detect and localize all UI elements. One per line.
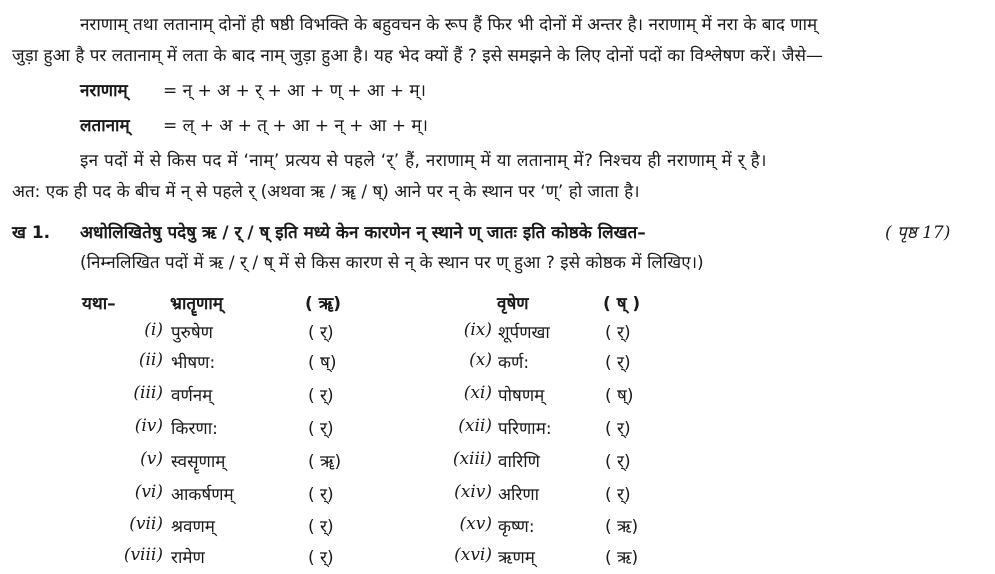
exercise-question: अधोलिखितेषु पदेषु ऋ / र् / ष् इति मध्ये केन कारणेन न् स्थाने ण् जातः इति कोष्ठके लिखत–: [80, 223, 646, 243]
item-word: स्वसॄणाम्: [171, 452, 226, 472]
example-answer-2: ( ष् ): [603, 294, 641, 314]
equation-term-naranam: नराणाम्: [80, 81, 128, 101]
item-number: (x): [469, 350, 492, 370]
exercise-label: ख 1.: [12, 223, 51, 243]
item-number: (xvi): [454, 545, 492, 565]
item-answer: ( र्): [605, 485, 631, 505]
item-word: आकर्षणम्: [171, 485, 234, 505]
paragraph2-line1: इन पदों में से किस पद में ‘नाम्’ प्रत्यय से पहले ‘र्’ हैं, नराणाम् में या लतानाम् में? निश्चय ही नराणाम् में र् है।: [80, 151, 767, 171]
paragraph1-line1: नराणाम् तथा लतानाम् दोनों ही षष्ठी विभक्ति के बहुवचन के रूप हैं फिर भी दोनों में अन्तर है। नराणाम् में नरा के बाद णाम्: [80, 15, 818, 35]
item-word: परिणाम:: [498, 419, 552, 439]
item-word: शूर्पणखा: [498, 323, 550, 343]
item-number: (iv): [134, 416, 163, 436]
item-answer: ( ऋ): [605, 548, 639, 568]
item-number: (xii): [458, 416, 492, 436]
item-answer: ( ष्): [308, 353, 337, 373]
item-number: (xi): [463, 383, 492, 403]
item-number: (xv): [459, 514, 492, 534]
item-number: (vii): [129, 514, 163, 534]
item-answer: ( र्): [605, 323, 631, 343]
item-answer: ( र्): [308, 323, 334, 343]
item-word: वर्णनम्: [171, 386, 213, 406]
item-answer: ( र्): [605, 419, 631, 439]
item-word: अरिणा: [498, 485, 540, 505]
example-word-1: भ्रातॄणाम्: [170, 294, 223, 314]
item-word: वारिणि: [498, 452, 540, 472]
item-answer: ( र्): [308, 419, 334, 439]
item-number: (xiii): [452, 449, 492, 469]
example-word-2: वृषेण: [497, 294, 529, 314]
item-answer: ( र्): [605, 452, 631, 472]
item-answer: ( ऋ): [605, 517, 639, 537]
item-number: (ii): [138, 350, 163, 370]
item-word: कर्ण:: [498, 353, 530, 373]
paragraph2-line2: अत: एक ही पद के बीच में न् से पहले र् (अथवा ऋ / ॠ / ष्) आने पर न् के स्थान पर ‘ण्’ हो जाता है।: [12, 182, 640, 202]
example-label: यथा–: [82, 294, 116, 314]
example-answer-1: ( ॠ): [305, 294, 341, 314]
item-word: पुरुषेण: [171, 323, 213, 343]
item-word: कृष्ण:: [498, 517, 535, 537]
item-answer: ( र्): [308, 517, 334, 537]
page-reference: ( पृष्ठ 17): [885, 223, 951, 243]
item-number: (viii): [123, 545, 163, 565]
item-number: (ix): [463, 320, 492, 340]
item-word: श्रवणम्: [171, 517, 215, 537]
item-answer: ( ॠ): [308, 452, 342, 472]
item-number: (xiv): [454, 482, 492, 502]
item-word: पोषणम्: [498, 386, 545, 406]
item-word: किरणा:: [171, 419, 218, 439]
paragraph1-line2: जुड़ा हुआ है पर लतानाम् में लता के बाद नाम् जुड़ा हुआ है। यह भेद क्यों हैं ? इसे समझने के लिए दोनों पदों का विश्लेषण करें। जैसे—: [12, 46, 823, 66]
equation-term-latanam: लतानाम्: [80, 116, 130, 136]
item-answer: ( ष्): [605, 386, 634, 406]
item-number: (v): [140, 449, 163, 469]
item-answer: ( र्): [308, 386, 334, 406]
item-number: (vi): [134, 482, 163, 502]
equation-expansion-latanam: = ल् + अ + त् + आ + न् + आ + म्।: [163, 116, 428, 136]
item-number: (iii): [133, 383, 163, 403]
equation-expansion-naranam: = न् + अ + र् + आ + ण् + आ + म्।: [163, 81, 426, 101]
item-answer: ( र्): [605, 353, 631, 373]
item-word: भीषण:: [171, 353, 216, 373]
item-answer: ( र्): [308, 485, 334, 505]
item-answer: ( र्): [308, 548, 334, 568]
item-word: ऋणम्: [498, 548, 535, 568]
item-number: (i): [144, 320, 163, 340]
item-word: रामेण: [171, 548, 205, 568]
exercise-translation: (निम्नलिखित पदों में ऋ / र् / ष् में से किस कारण से न् के स्थान पर ण् हुआ ? इसे कोष्ठक में लिखिए।): [80, 253, 704, 273]
